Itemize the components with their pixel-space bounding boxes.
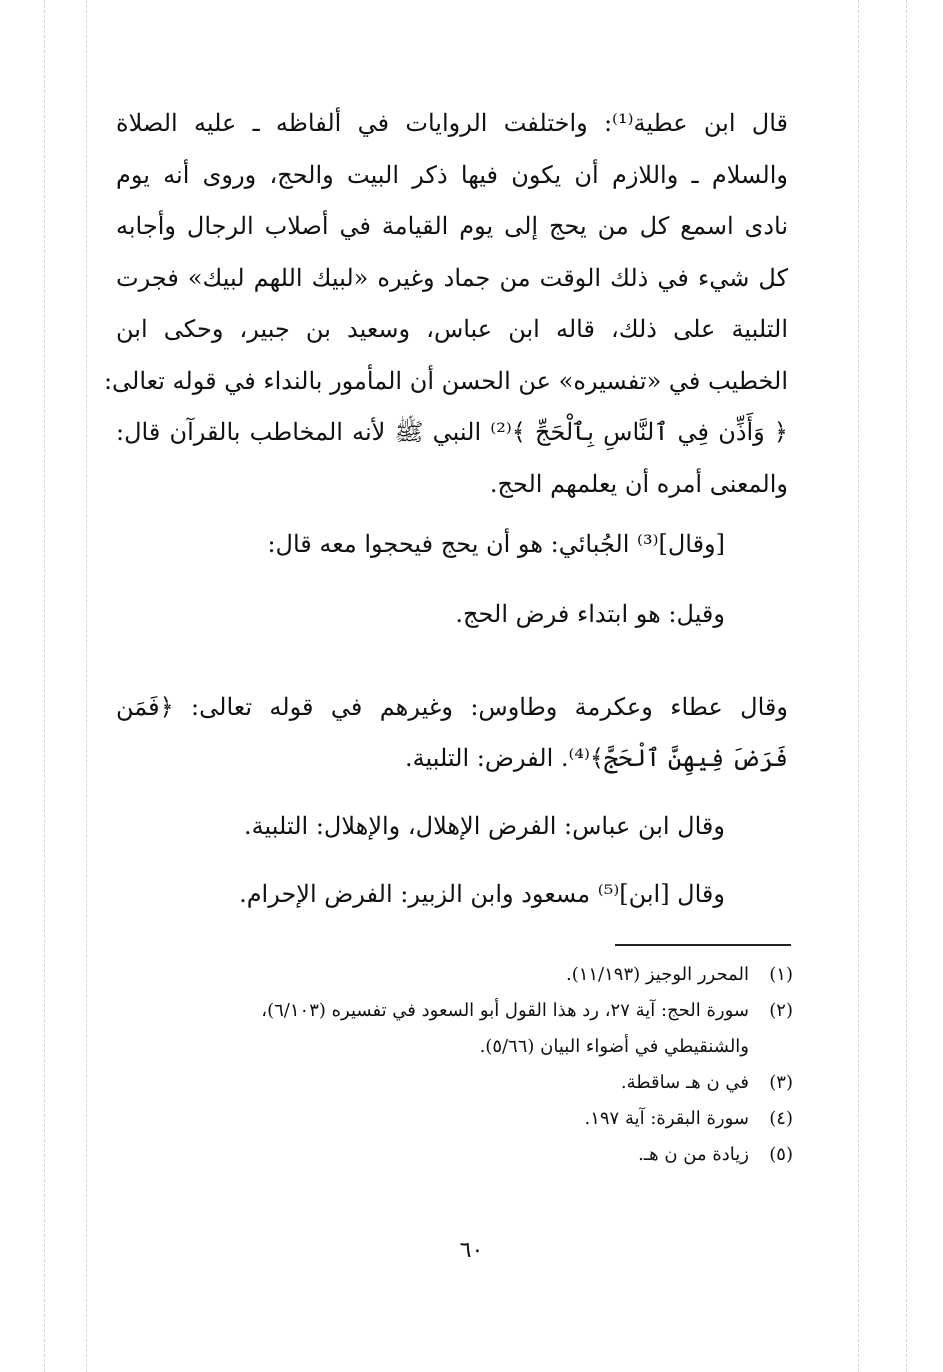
footnotes [113, 957, 793, 1173]
paragraph-ataa [116, 682, 788, 784]
paragraph-line: كل شيء في ذلك الوقت من جماد وغيره «لبيك اللهم لبيك» فجرت [116, 263, 789, 292]
paragraph-line: نادى اسمع كل من يحج إلى يوم القيامة في أصلاب الرجال وأجابه [116, 212, 788, 240]
footnote-text: المحرر الوجيز (١١/١٩٣). [565, 964, 749, 985]
paragraph-ibn-abbas: وقال ابن عباس: الفرض الإهلال، والإهلال: التلبية. [244, 812, 725, 840]
scan-guide-line [86, 0, 87, 1372]
footnote-text: سورة الحج: آية ٢٧، رد هذا القول أبو السعود في تفسيره (٦/١٠٣)، [261, 1000, 749, 1021]
paragraph-qil: وقيل: هو ابتداء فرض الحج. [455, 600, 725, 628]
footnote-item [113, 957, 793, 993]
footnote-number: (٥) [769, 1144, 793, 1165]
scan-guide-line [858, 0, 859, 1372]
footnote-text: زيادة من ن هـ. [638, 1144, 749, 1165]
paragraph-line-quran-verse: ﴿ وَأَذِّن فِي ٱلنَّاسِ بِٱلْحَجِّ ﴾⁽²⁾ النبي ﷺ لأنه المخاطب بالقرآن قال: [116, 418, 788, 446]
paragraph-line: التلبية على ذلك، قاله ابن عباس، وسعيد بن جبير، وحكى ابن [116, 315, 788, 343]
footnote-item [113, 993, 793, 1029]
footnote-continuation: والشنقيطي في أضواء البيان (٥/٦٦). [479, 1036, 749, 1057]
footnote-text: سورة البقرة: آية ١٩٧. [584, 1108, 749, 1129]
footnote-item [113, 1065, 793, 1101]
footnote-number: (٤) [769, 1108, 793, 1129]
paragraph-line: وقال عطاء وعكرمة وطاوس: وغيرهم في قوله تعالى: ﴿فَمَن [116, 693, 788, 721]
footnote-number: (٢) [769, 1000, 793, 1021]
scan-guide-line [44, 0, 45, 1372]
paragraph-line: قال ابن عطية⁽¹⁾: واختلفت الروايات في ألفاظه ـ عليه الصلاة [116, 109, 789, 137]
paragraph-line: الخطيب في «تفسيره» عن الحسن أن المأمور بالنداء في قوله تعالى: [103, 366, 788, 395]
footnote-text: في ن هـ ساقطة. [620, 1072, 749, 1093]
footnote-number: (١) [769, 964, 793, 985]
scan-guide-line [906, 0, 907, 1372]
footnote-separator [615, 944, 791, 946]
footnote-item [113, 1101, 793, 1137]
paragraph-jubai: [وقال]⁽³⁾ الجُبائي: هو أن يحج فيحجوا معه قال: [267, 530, 725, 558]
footnote-item [113, 1137, 793, 1173]
main-paragraph [103, 98, 789, 510]
paragraph-line: والسلام ـ واللازم أن يكون فيها ذكر البيت والحج، وروى أنه يوم [116, 160, 788, 189]
footnote-number: (٣) [769, 1072, 793, 1093]
paragraph-ibn-zubair: وقال [ابن]⁽⁵⁾ مسعود وابن الزبير: الفرض الإحرام. [239, 880, 725, 908]
page-number: ٦٠ [459, 1238, 484, 1263]
paragraph-line: والمعنى أمره أن يعلمهم الحج. [489, 469, 788, 498]
paragraph-line-quran-verse: فَرَضَ فِيهِنَّ ٱلْحَجَّ﴾⁽⁴⁾. الفرض: التلبية. [405, 744, 788, 772]
